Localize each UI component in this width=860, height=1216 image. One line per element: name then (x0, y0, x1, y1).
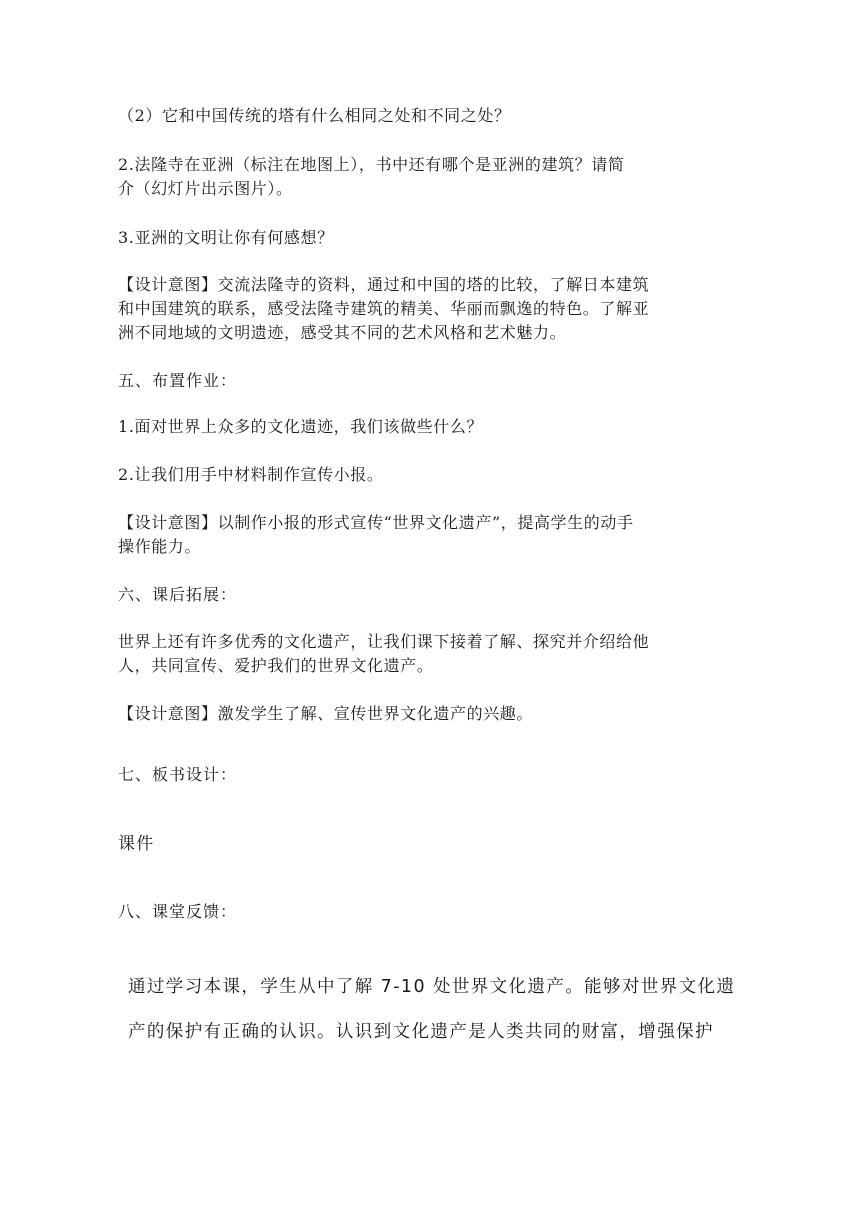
section-8-heading: 八、课堂反馈： (118, 902, 238, 921)
item-2-line-2: 介（幻灯片出示图片）。 (118, 179, 293, 198)
extension-line-2: 人，共同宣传、爱护我们的世界文化遗产。 (118, 656, 434, 675)
item-2-line-1: 2.法隆寺在亚洲（标注在地图上），书中还有哪个是亚洲的建筑？请简 (118, 155, 625, 174)
design-intent-1-line-1: 【设计意图】交流法隆寺的资料，通过和中国的塔的比较，了解日本建筑 (118, 275, 650, 294)
design-intent-3: 【设计意图】激发学生了解、宣传世界文化遗产的兴趣。 (118, 704, 534, 723)
design-intent-1-line-2: 和中国建筑的联系，感受法隆寺建筑的精美、华丽而飘逸的特色。了解亚 (118, 299, 650, 318)
blackboard-courseware: 课件 (118, 834, 155, 854)
feedback-line-2: 产的保护有正确的认识。认识到文化遗产是人类共同的财富，增强保护 (128, 1022, 714, 1042)
homework-item-1: 1.面对世界上众多的文化遗迹，我们该做些什么？ (118, 417, 484, 436)
extension-line-1: 世界上还有许多优秀的文化遗产，让我们课下接着了解、探究并介绍给他 (118, 632, 650, 651)
section-7-heading: 七、板书设计： (118, 765, 238, 784)
design-intent-2-line-2: 操作能力。 (118, 537, 202, 556)
feedback-line-1: 通过学习本课，学生从中了解 7-10 处世界文化遗产。能够对世界文化遗 (128, 977, 736, 997)
section-6-heading: 六、课后拓展： (118, 585, 238, 604)
homework-item-2: 2.让我们用手中材料制作宣传小报。 (118, 465, 384, 484)
design-intent-1-line-3: 洲不同地域的文明遗迹，感受其不同的艺术风格和艺术魅力。 (118, 323, 567, 342)
item-3: 3.亚洲的文明让你有何感想？ (118, 228, 334, 247)
design-intent-2-line-1: 【设计意图】以制作小报的形式宣传“世界文化遗产”，提高学生的动手 (118, 513, 634, 532)
section-5-heading: 五、布置作业： (118, 371, 238, 390)
question-2: （2）它和中国传统的塔有什么相同之处和不同之处？ (118, 106, 511, 125)
